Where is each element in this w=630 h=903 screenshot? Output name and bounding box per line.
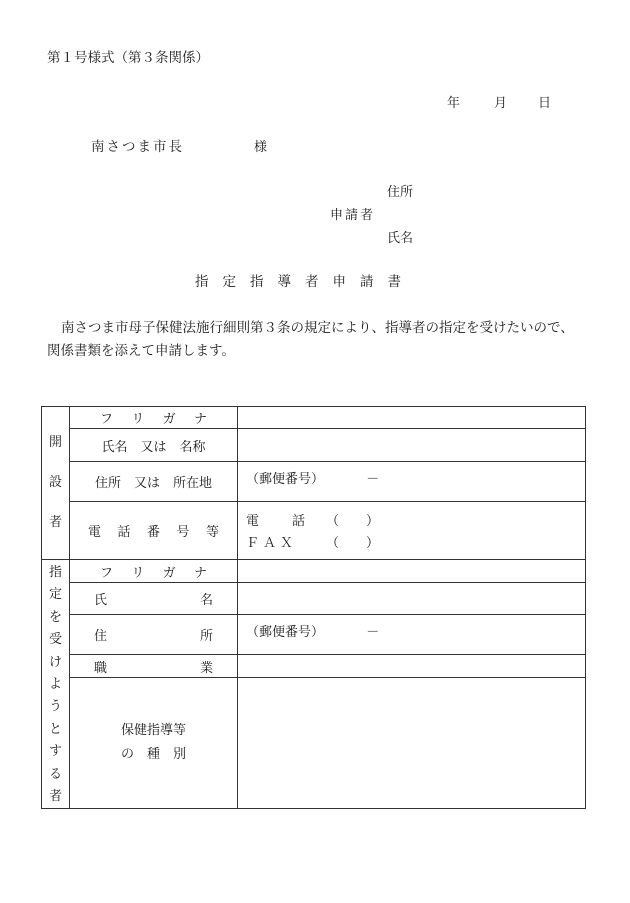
table-row <box>42 583 586 614</box>
tel-paren-open: （ <box>326 514 340 529</box>
fax-paren-close: ） <box>366 536 380 551</box>
table-row <box>42 502 586 560</box>
form-number: 第１号様式（第３条関係） <box>47 50 209 66</box>
table-row <box>42 429 586 462</box>
application-form-table <box>41 406 586 809</box>
fax-label: ＦＡＸ <box>246 536 298 551</box>
postal-code-label: （郵便番号） <box>246 472 325 487</box>
table-row <box>42 678 586 809</box>
section2-occupation-field[interactable] <box>238 654 586 677</box>
section2-guidance-type-field[interactable] <box>238 678 586 809</box>
applicant-label: 申請者 <box>330 208 376 223</box>
section1-address-field[interactable] <box>238 462 586 502</box>
section1-address-label: 住所 又は 所在地 <box>70 462 238 502</box>
section1-name-label: 氏名 又は 名称 <box>70 429 238 462</box>
section2-name-label: 氏 名 <box>70 583 238 614</box>
section2-address-label: 住 所 <box>70 614 238 654</box>
section2-furigana-label: フ リ ガ ナ <box>70 560 238 583</box>
body-text: 南さつま市母子保健法施行細則第３条の規定により、指導者の指定を受けたいので、関係書類を添えて申請します。 <box>47 320 574 359</box>
table-row <box>42 462 586 502</box>
date-year-label: 年 <box>447 96 461 111</box>
section2-guidance-type-label: 保健指導等 の 種 別 <box>70 678 238 809</box>
addressee: 南さつま市長 <box>91 139 184 155</box>
table-row <box>42 560 586 583</box>
section2-occupation-label: 職 業 <box>70 654 238 677</box>
table-row <box>42 407 586 429</box>
applicant-name-label: 氏名 <box>387 231 414 246</box>
section2-side-label: 指 定 を 受 け よ う と す る 者 <box>42 560 70 809</box>
section1-furigana-field[interactable] <box>238 407 586 429</box>
postal-code-label: （郵便番号） <box>246 624 325 640</box>
applicant-address-label: 住所 <box>387 185 414 200</box>
section1-phone-label: 電 話 番 号 等 <box>70 502 238 560</box>
section2-name-field[interactable] <box>238 583 586 614</box>
document-title: 指定指導者申請書 <box>195 274 415 290</box>
honorific: 様 <box>254 140 268 155</box>
section1-side-label: 開 設 者 <box>42 407 70 560</box>
tel-label: 電 話 <box>246 514 316 529</box>
postal-dash: － <box>366 624 380 640</box>
postal-dash: － <box>366 472 380 487</box>
tel-paren-close: ） <box>366 514 380 529</box>
section2-address-field[interactable] <box>238 614 586 654</box>
fax-paren-open: （ <box>326 536 340 551</box>
table-row <box>42 614 586 654</box>
section1-furigana-label: フ リ ガ ナ <box>70 407 238 429</box>
date-month-label: 月 <box>494 96 508 111</box>
date-day-label: 日 <box>538 96 552 111</box>
table-row <box>42 654 586 677</box>
section2-furigana-field[interactable] <box>238 560 586 583</box>
section1-phone-field[interactable] <box>238 502 586 560</box>
section1-name-field[interactable] <box>238 429 586 462</box>
